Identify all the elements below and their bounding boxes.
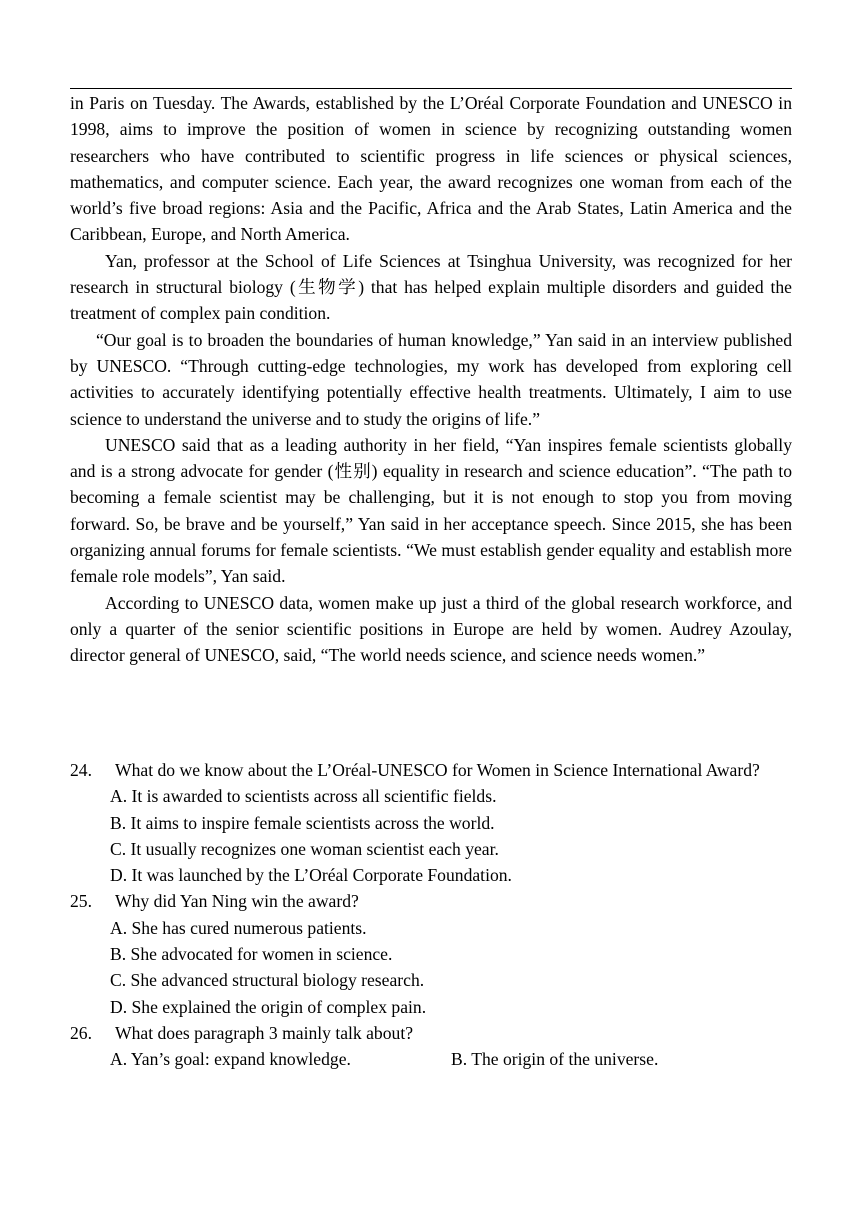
question-text: What does paragraph 3 mainly talk about?: [115, 1022, 414, 1043]
option-b: B. She advocated for women in science.: [110, 944, 393, 965]
option-a: A. She has cured numerous patients.: [110, 917, 367, 938]
question-number: 25.: [70, 891, 92, 912]
option-b: B. It aims to inspire female scientists across the world.: [110, 812, 495, 833]
passage-paragraph-2: Yan, professor at the School of Life Sciences at Tsinghua University, was recognized for her research in structural biology (生物学) that has helped explain multiple disorders and guided the treatment of complex pain condition.: [70, 250, 792, 324]
option-a: A. Yan’s goal: expand knowledge.: [110, 1049, 351, 1070]
passage-paragraph-3: “Our goal is to broaden the boundaries of human knowledge,” Yan said in an interview published by UNESCO. “Through cutting-edge technologies, my work has developed from exploring cell activities to accurately identifying potentially effective health treatments. Ultimately, I aim to use science to understand the universe and to study the origins of life.”: [70, 329, 792, 429]
option-b: B. The origin of the universe.: [451, 1049, 659, 1070]
option-a: A. It is awarded to scientists across all scientific fields.: [110, 786, 497, 807]
passage-paragraph-1: in Paris on Tuesday. The Awards, established by the L’Oréal Corporate Foundation and UNESCO in 1998, aims to improve the position of women in science by recognizing outstanding women researchers who have contributed to scientific progress in life sciences or physical sciences, mathematics, and computer science. Each year, the award recognizes one woman from each of the world’s five broad regions: Asia and the Pacific, Africa and the Arab States, Latin America and the Caribbean, Europe, and North America.: [70, 93, 792, 245]
top-divider: [70, 88, 792, 89]
question-26: [70, 1020, 792, 1073]
option-c: C. She advanced structural biology research.: [110, 970, 425, 991]
question-number: 26.: [70, 1022, 92, 1043]
reading-passage: [70, 90, 792, 669]
question-25: [70, 888, 792, 1019]
option-c: C. It usually recognizes one woman scientist each year.: [110, 838, 499, 859]
passage-paragraph-4: UNESCO said that as a leading authority in her field, “Yan inspires female scientists globally and is a strong advocate for gender (性别) equality in research and science education”. “The path to becoming a female scientist may be challenging, but it is not enough to stop you from moving forward. So, be brave and be yourself,” Yan said in her acceptance speech. Since 2015, she has been organizing annual forums for female scientists. “We must establish gender equality and establish more female role models”, Yan said.: [70, 434, 792, 587]
question-text: Why did Yan Ning win the award?: [115, 891, 359, 912]
question-24: [70, 757, 792, 888]
option-row: [70, 1046, 792, 1072]
option-d: D. She explained the origin of complex pain.: [110, 996, 427, 1017]
question-list: [70, 757, 792, 1073]
question-text: What do we know about the L’Oréal-UNESCO for Women in Science International Award?: [115, 760, 760, 780]
passage-paragraph-5: According to UNESCO data, women make up just a third of the global research workforce, and only a quarter of the senior scientific positions in Europe are held by women. Audrey Azoulay, director general of UNESCO, said, “The world needs science, and science needs women.”: [70, 592, 792, 666]
option-d: D. It was launched by the L’Oréal Corporate Foundation.: [110, 865, 512, 886]
question-number: 24.: [70, 760, 92, 780]
